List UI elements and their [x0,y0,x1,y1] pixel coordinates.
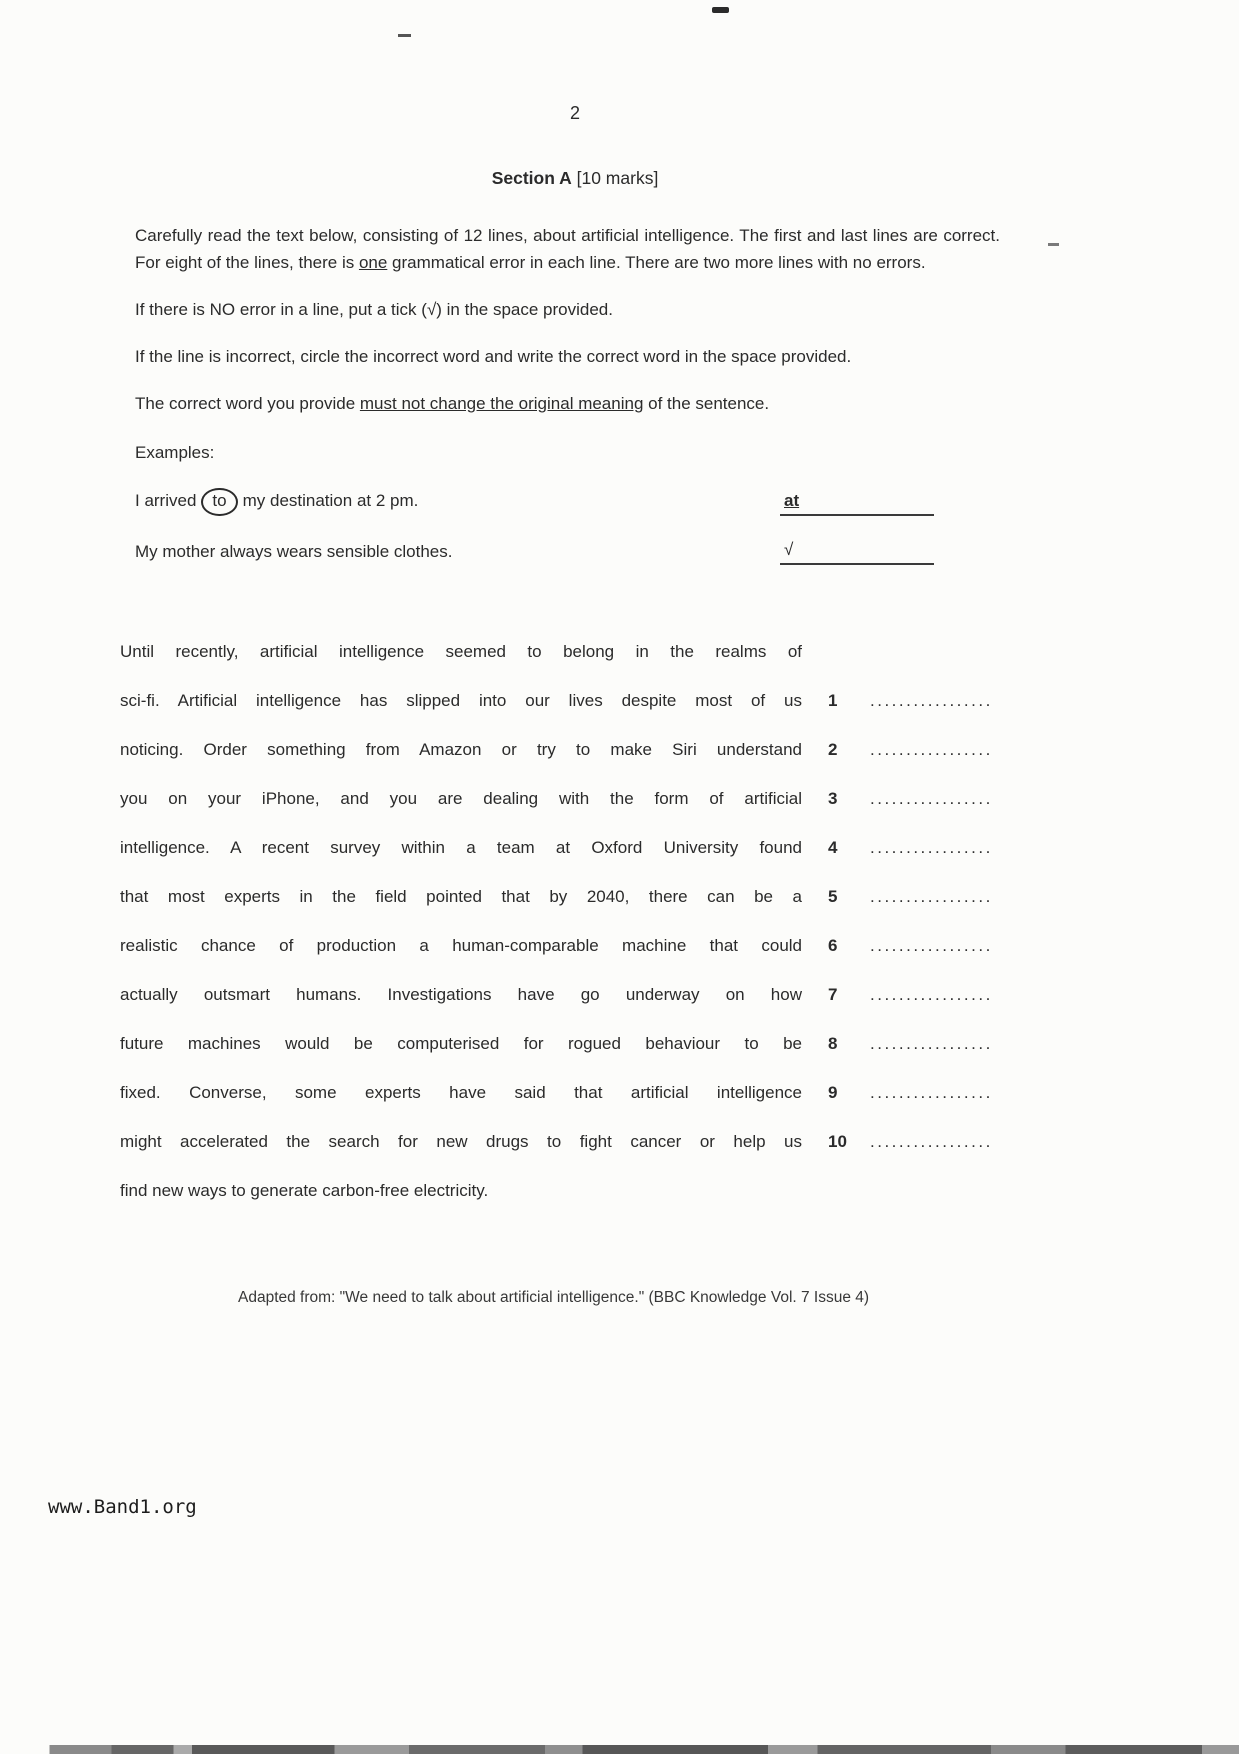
scan-edge-strip [0,1745,1239,1754]
passage-line-text: find new ways to generate carbon-free electricity. [120,1181,489,1200]
passage-line-text: that most experts in the field pointed that by 2040, there can be a [120,887,802,906]
page-number: 2 [569,103,580,123]
answer-dots: ................. [870,1083,993,1102]
instruction-p4-rest: of the sentence. [643,394,770,413]
passage-row [120,1117,1239,1166]
example-row-2 [135,538,1239,565]
section-heading [0,168,1150,189]
passage-line-text: sci-fi. Artificial intelligence has slipped into our lives despite most of us [120,691,802,710]
passage-row [120,676,1239,725]
answer-dots: ................. [870,936,993,955]
source-attribution: Adapted from: "We need to talk about artificial intelligence." (BBC Knowledge Vol. 7 Issue 4) [238,1289,870,1306]
passage-line-text: noticing. Order something from Amazon or try to make Siri understand [120,740,802,759]
passage-line-text: you on your iPhone, and you are dealing with the form of artificial [120,789,802,808]
answer-blank-1 [780,491,934,516]
passage-line-text: fixed. Converse, some experts have said that artificial intelligence [120,1083,802,1102]
answer-dots: ................. [870,985,993,1004]
instruction-p4-text: The correct word you provide [135,394,360,413]
examples-label: Examples: [135,443,215,462]
passage-line-text: intelligence. A recent survey within a team at Oxford University found [120,838,802,857]
answer-dots: ................. [870,1132,993,1151]
answer-dots: ................. [870,838,993,857]
passage-row [120,1068,1239,1117]
instruction-p3: If the line is incorrect, circle the incorrect word and write the correct word in the space provided. [135,347,852,366]
example-1-before: I arrived [135,491,197,510]
answer-dots: ................. [870,740,993,759]
example-1-after: my destination at 2 pm. [242,491,419,510]
passage-row [120,627,1239,676]
example-2-answer-tick: √ [784,540,794,559]
line-number: 10 [828,1132,847,1151]
example-sentence-2: My mother always wears sensible clothes. [135,542,453,561]
scan-artifact [398,34,411,37]
underlined-word-one: one [358,253,388,272]
underlined-phrase: must not change the original meaning [359,394,644,413]
line-number: 2 [828,740,838,759]
example-sentence-1 [135,487,780,516]
circled-word: to [201,488,237,516]
instruction-p4 [135,390,1000,417]
line-number [828,1166,870,1215]
scan-artifact [1048,243,1059,246]
scan-artifact [712,7,729,13]
answer-dots: ................. [870,789,993,808]
passage-row [120,970,1239,1019]
line-number: 9 [828,1083,838,1102]
line-number: 8 [828,1034,838,1053]
passage [120,627,1239,1215]
line-number: 7 [828,985,838,1004]
example-row-1 [135,487,1239,516]
instruction-p1 [135,222,1000,276]
answer-dots: ................. [870,1034,993,1053]
section-marks: [10 marks] [571,168,659,188]
answer-dots: ................. [870,691,993,710]
passage-line-text: Until recently, artificial intelligence seemed to belong in the realms of [120,642,802,661]
passage-row [120,774,1239,823]
line-number: 3 [828,789,838,808]
passage-row [120,823,1239,872]
passage-line-text: might accelerated the search for new drugs to fight cancer or help us [120,1132,802,1151]
passage-row [120,872,1239,921]
answer-dots: ................. [870,887,993,906]
example-1-answer: at [784,491,800,510]
passage-row [120,921,1239,970]
passage-line-text: future machines would be computerised for rogued behaviour to be [120,1034,802,1053]
instruction-p1-text: Carefully read the text below, consisting of 12 lines, about artificial intelligence. The first and last lines are correct. For eight of the lines, there is [135,226,1000,272]
line-number: 4 [828,838,838,857]
instruction-p2: If there is NO error in a line, put a tick (√) in the space provided. [135,300,613,319]
passage-row [120,1166,1239,1215]
line-number: 5 [828,887,838,906]
section-title: Section A [491,168,572,188]
footer-url: www.Band1.org [48,1496,197,1518]
passage-line-text: actually outsmart humans. Investigations have go underway on how [120,985,802,1004]
passage-line-text: realistic chance of production a human-comparable machine that could [120,936,802,955]
instructions-block [135,222,1000,417]
line-number: 1 [828,691,838,710]
passage-row [120,1019,1239,1068]
instruction-p1-rest: grammatical error in each line. There are two more lines with no errors. [387,253,926,272]
answer-blank-2 [780,540,934,565]
line-number [828,627,870,676]
line-number: 6 [828,936,838,955]
passage-row [120,725,1239,774]
